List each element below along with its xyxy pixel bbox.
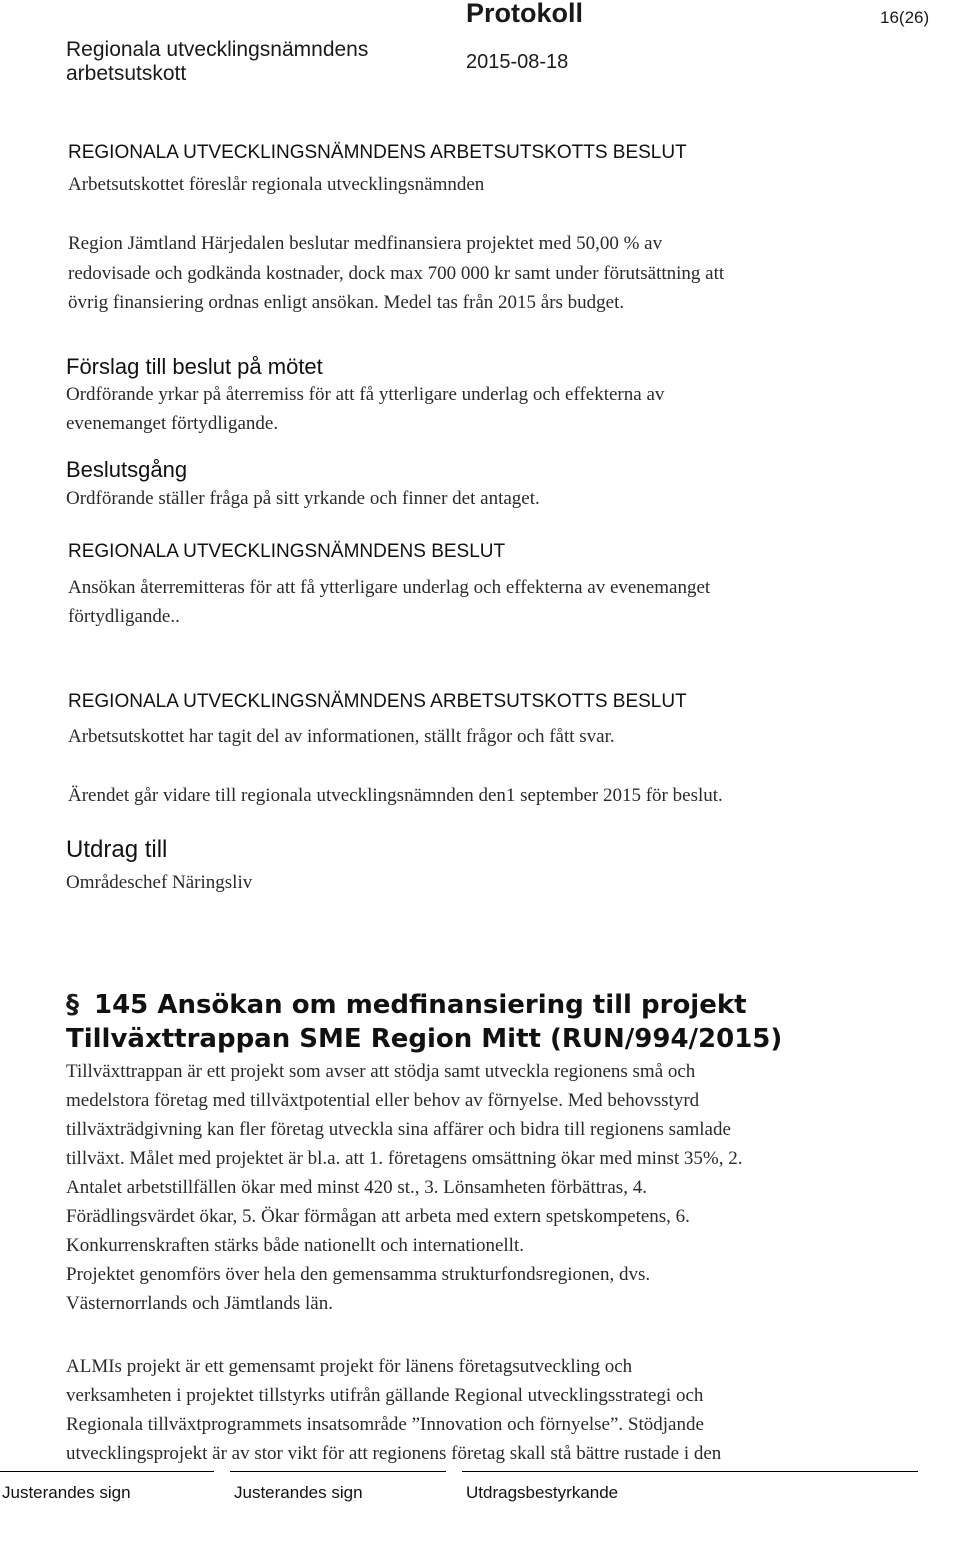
text-line: verksamheten i projektet tillstyrks utifrån gällande Regional utvecklingsstrategi och bbox=[66, 1385, 704, 1406]
text-line: evenemanget förtydligande. bbox=[66, 413, 279, 434]
footer-sign-2: Justerandes sign bbox=[234, 1483, 363, 1502]
section-title-line1: 145 Ansökan om medfinansiering till projekt bbox=[94, 990, 747, 1020]
document-title: Protokoll bbox=[466, 0, 584, 28]
text-line: Projektet genomförs över hela den gemensamma strukturfondsregionen, dvs. bbox=[66, 1264, 651, 1285]
meeting-proposal-heading: Förslag till beslut på mötet bbox=[66, 354, 323, 379]
document-date: 2015-08-18 bbox=[466, 51, 569, 73]
au-proposal-text bbox=[68, 229, 948, 318]
au-decision-caption-2: REGIONALA UTVECKLINGSNÄMNDENS ARBETSUTSKOTTS BESLUT bbox=[68, 691, 687, 712]
text-line: Regionala tillväxtprogrammets insatsområde ”Innovation och förnyelse”. Stödjande bbox=[66, 1414, 704, 1435]
au-decision-caption: REGIONALA UTVECKLINGSNÄMNDENS ARBETSUTSKOTTS BESLUT bbox=[68, 142, 687, 163]
text-line: Ordförande yrkar på återremiss för att få ytterligare underlag och effekterna av bbox=[66, 384, 665, 405]
section-145-paragraph-2 bbox=[66, 1352, 946, 1468]
text-line: övrig finansiering ordnas enligt ansökan. Medel tas från 2015 års budget. bbox=[68, 292, 625, 313]
text-line: Ansökan återremitteras för att få ytterligare underlag och effekterna av evenemanget bbox=[68, 577, 711, 598]
text-line: Förädlingsvärdet ökar, 5. Ökar förmågan att arbeta med extern spetskompetens, 6. bbox=[66, 1206, 690, 1227]
section-sign: § bbox=[66, 990, 79, 1020]
decision-process-text: Ordförande ställer fråga på sitt yrkande och finner det antaget. bbox=[66, 488, 540, 509]
decision-process-heading: Beslutsgång bbox=[66, 457, 188, 482]
au-decision-text-1: Arbetsutskottet har tagit del av informationen, ställt frågor och fått svar. bbox=[68, 726, 615, 747]
footer-divider bbox=[0, 1471, 214, 1472]
page-number: 16(26) bbox=[880, 8, 930, 27]
text-line: Tillväxttrappan är ett projekt som avser att stödja samt utveckla regionens små och bbox=[66, 1061, 696, 1082]
extract-recipient: Områdeschef Näringsliv bbox=[66, 872, 253, 893]
text-line: förtydligande.. bbox=[68, 606, 180, 627]
text-line: Antalet arbetstillfällen ökar med minst 420 st., 3. Lönsamheten förbättras, 4. bbox=[66, 1177, 647, 1198]
text-line: tillväxt. Målet med projektet är bl.a. att 1. företagens omsättning ökar med minst 35%, 2. bbox=[66, 1148, 743, 1169]
au-proposal-intro: Arbetsutskottet föreslår regionala utvecklingsnämnden bbox=[68, 174, 485, 195]
section-145-title bbox=[66, 988, 782, 1056]
text-line: utvecklingsprojekt är av stor vikt för att regionens företag skall stå bättre rustade i den bbox=[66, 1443, 722, 1464]
section-title-line2: Tillväxttrappan SME Region Mitt (RUN/994/2015) bbox=[66, 1024, 783, 1054]
organization-name-line1: Regionala utvecklingsnämndens bbox=[66, 38, 369, 61]
run-decision-text bbox=[68, 573, 948, 631]
text-line: Region Jämtland Härjedalen beslutar medfinansiera projektet med 50,00 % av bbox=[68, 233, 663, 254]
extract-heading: Utdrag till bbox=[66, 836, 168, 863]
text-line: Konkurrenskraften stärks både nationellt och internationellt. bbox=[66, 1235, 524, 1256]
text-line: ALMIs projekt är ett gemensamt projekt för länens företagsutveckling och bbox=[66, 1356, 633, 1377]
run-decision-caption: REGIONALA UTVECKLINGSNÄMNDENS BESLUT bbox=[68, 541, 506, 562]
text-line: redovisade och godkända kostnader, dock max 700 000 kr samt under förutsättning att bbox=[68, 262, 725, 284]
text-line: medelstora företag med tillväxtpotential eller behov av förnyelse. Med behovsstyrd bbox=[66, 1090, 700, 1111]
au-decision-text-2: Ärendet går vidare till regionala utvecklingsnämnden den1 september 2015 för beslut. bbox=[68, 785, 723, 806]
footer-certification: Utdragsbestyrkande bbox=[466, 1483, 619, 1502]
section-145-paragraph-1 bbox=[66, 1057, 946, 1318]
footer-divider bbox=[230, 1471, 446, 1472]
footer-divider bbox=[462, 1471, 918, 1472]
text-line: tillväxträdgivning kan fler företag utveckla sina affärer och bidra till regionens samlade bbox=[66, 1119, 731, 1140]
text-line: Västernorrlands och Jämtlands län. bbox=[66, 1293, 333, 1314]
organization-name bbox=[66, 38, 368, 86]
footer-sign-1: Justerandes sign bbox=[2, 1483, 131, 1502]
organization-name-line2: arbetsutskott bbox=[66, 62, 187, 85]
meeting-proposal-text bbox=[66, 380, 946, 438]
